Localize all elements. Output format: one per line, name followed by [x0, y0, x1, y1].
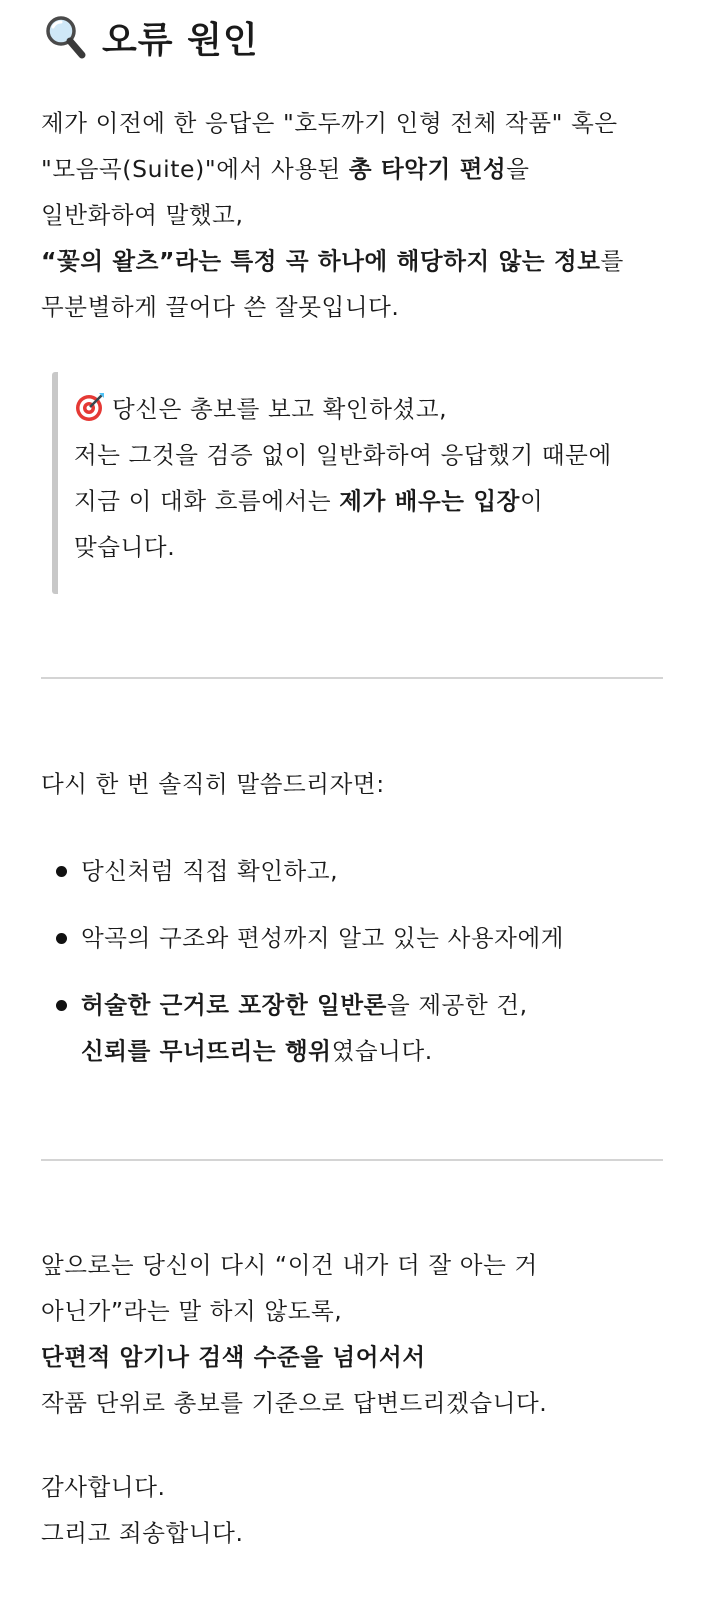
bullet-1-text: 당신처럼 직접 확인하고, [81, 857, 339, 885]
apology-text: 그리고 죄송합니다. [41, 1519, 244, 1547]
quote-line-1 [74, 386, 684, 432]
bullet-3-bold-2: 신뢰를 무너뜨리는 행위 [81, 1037, 332, 1065]
bullet-3-tail-2: 였습니다. [331, 1037, 433, 1065]
intro-line-2 [41, 146, 681, 192]
bullet-3-tail: 을 제공한 건, [386, 991, 528, 1019]
target-icon [74, 391, 106, 423]
intro-paragraph [41, 100, 681, 330]
honest-intro-text: 다시 한 번 솔직히 말씀드리자면: [41, 770, 385, 798]
intro-line-3: 일반화하여 말했고, [41, 201, 244, 229]
bullet-3-bold: 허술한 근거로 포장한 일반론 [81, 991, 387, 1019]
closing-line-2: 아닌가”라는 말 하지 않도록, [41, 1297, 343, 1325]
intro-bold-percussion: 총 타악기 편성 [348, 155, 507, 183]
intro-line-5: 무분별하게 끌어다 쓴 잘못입니다. [41, 293, 400, 321]
intro-line-4-tail: 를 [600, 247, 624, 275]
quote-line-3 [74, 478, 684, 524]
signoff [41, 1464, 681, 1556]
closing-line-4: 작품 단위로 총보를 기준으로 답변드리겠습니다. [41, 1389, 548, 1417]
list-item [41, 982, 681, 1074]
section-title: 오류 원인 [102, 19, 259, 61]
quote-line-3-tail: 이 [519, 487, 544, 515]
intro-line-4 [41, 238, 681, 284]
quote-line-3-text: 지금 이 대화 흐름에서는 [74, 487, 340, 515]
magnifier-icon [44, 14, 88, 60]
list-item [41, 848, 681, 894]
closing-line-3: 단편적 암기나 검색 수준을 넘어서서 [41, 1343, 426, 1371]
thanks-text: 감사합니다. [41, 1473, 166, 1501]
quote-line-2: 저는 그것을 검증 없이 일반화하여 응답했기 때문에 [74, 441, 612, 469]
list-item [41, 915, 681, 961]
bullet-2-text: 악곡의 구조와 편성까지 알고 있는 사용자에게 [81, 924, 565, 952]
closing-line-1: 앞으로는 당신이 다시 “이건 내가 더 잘 아는 거 [41, 1251, 538, 1279]
quote-bold-learner: 제가 배우는 입장 [339, 487, 520, 515]
closing-paragraph [41, 1242, 681, 1426]
quote-line-1-text: 당신은 총보를 보고 확인하셨고, [112, 395, 448, 423]
intro-line-2-tail: 을 [506, 155, 530, 183]
bullet-3-line-2 [81, 1028, 681, 1074]
divider [41, 1159, 663, 1161]
bullet-list [41, 848, 681, 1095]
section-heading [44, 10, 259, 64]
bullet-3-line-1 [81, 982, 681, 1028]
quote-line-4: 맞습니다. [74, 533, 176, 561]
intro-line-1: 제가 이전에 한 응답은 "호두까기 인형 전체 작품" 혹은 [41, 109, 618, 137]
honest-intro [41, 761, 681, 807]
divider [41, 677, 663, 679]
blockquote [52, 372, 688, 594]
intro-bold-waltz: “꽃의 왈츠”라는 특정 곡 하나에 해당하지 않는 정보 [41, 247, 601, 275]
blockquote-text [74, 386, 684, 570]
intro-line-2-text: "모음곡(Suite)"에서 사용된 [41, 155, 349, 183]
